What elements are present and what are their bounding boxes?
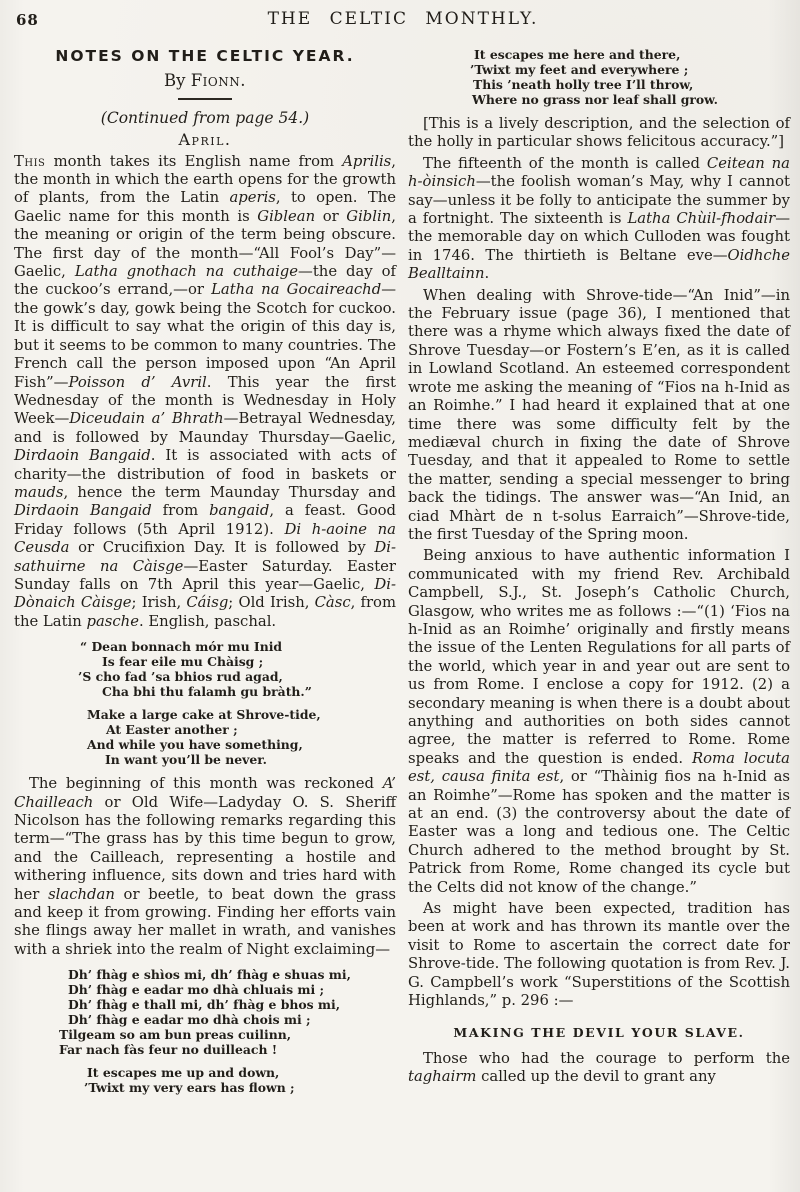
verse-line: It escapes me here and there, (474, 47, 681, 62)
paragraph: As might have been expected, tradition has been at work and has thrown its mantle over the visit to Rome to ascertain the correct date for Shrove-tide. The following quotation is from Rev. J. G. Campbell’s work “Superstitions of the Scottish Highlands,” p. 296 :— (408, 900, 790, 1010)
paragraph: Being anxious to have authentic information I communicated with my friend Rev. Archibald Campbell, S.J., St. Joseph’s Catholic Church, Glasgow, who writes me as follows :—“(1) ‘Fios na h-Inid as an Roimhe’ originally and firstly means the issue of the Lenten Regulations for all parts of the world, which year in and year out are sent to us from Rome. I enclose a copy for 1912. (2) a secondary meaning is when there is a doubt about anything and authorities on both sides cannot agree, the matter is referred to Rome. Rome speaks and the question is ended. Roma locuta est, causa finita est, or “Thàinig fios na h-Inid as an Roimhe”—Rome has spoken and the matter is at an end. (3) the controversy about the date of Easter was a long and tedious one. The Celtic Church adhered to the method brought by St. Patrick from Rome, Rome changed its cycle but the Celts did not know of the change.” (408, 547, 791, 896)
verse (408, 47, 790, 107)
paragraph: When dealing with Shrove-tide—“An Inid”—in the February issue (page 36), I mentioned that there was a rhyme which always fixed the date of Shrove Tuesday—or Fostern’s E’en, as it is called in Lowland Scotland. An esteemed correspondent wrote me asking the meaning of “Fios na h-Inid as an Roimhe.” I had heard it explained that at one time there was some difficulty felt by the mediæval church in fixing the date of Shrove Tuesday, and that it appealed to Rome to settle the matter, sending a special messenger to bring back the tidings. The answer was—“An Inid, an ciad Mhàrt de n t-solus Earraich”—Shrove-tide, the first Tuesday of the Spring moon. (408, 286, 790, 543)
paragraph: [This is a lively description, and the selection of the holly in particular shows felicitous accuracy.”] (408, 115, 790, 151)
paragraph: This month takes its English name from Aprilis, the month in which the earth opens for the growth of plants, from the Latin aperis, to open. The Gaelic name for this month is Giblean or Giblin, the meaning or origin of the term being obscure. The first day of the month—“All Fool’s Day”—Gaelic, Latha gnothach na cuthaige—the day of the cuckoo’s errand,—or Latha na Gocaireachd—the gowk’s day, gowk being the Scotch for cuckoo. It is difficult to say what the origin of this day is, but it seems to be common to many countries. The French call the person imposed upon “An April Fish”—Poisson d’ Avril. This year the first Wednesday of the month is Wednesday in Holy Week—Diceudain a’ Bhrath—Betrayal Wednesday, and is followed by Maunday Thursday—Gaelic, Dirdaoin Bangaid. It is associated with acts of charity—the distribution of food in baskets or mauds, hence the term Maunday Thursday and Dirdaoin Bangaid from bangaid, a feast. Good Friday follows (5th April 1912). Di h-aoine na Ceusda or Crucifixion Day. It is followed by Di-sathuirne na Càisge—Easter Saturday. Easter Sunday falls on 7th April this year—Gaelic, Di-Dònaich Càisge; Irish, Cáisg; Old Irish, Càsc, from the Latin pasche. English, paschal. (14, 152, 397, 630)
verse-line: ’Twixt my very ears has flown ; (84, 1080, 295, 1096)
article-title: NOTES ON THE CELTIC YEAR. (55, 47, 355, 65)
verse-line: Make a large cake at Shrove-tide, (87, 707, 321, 723)
verse-line: Where no grass nor leaf shall grow. (472, 92, 718, 107)
verse (14, 967, 396, 1057)
verse-line: And while you have something, (87, 737, 303, 753)
verse-line: Cha bhi thu falamh gu bràth.” (102, 684, 312, 700)
verse-line: It escapes me up and down, (87, 1065, 280, 1081)
journal-title: THE CELTIC MONTHLY. (267, 9, 539, 29)
left-column-body (14, 131, 396, 1095)
page-number: 68 (16, 11, 39, 29)
verse-line: In want you’ll be never. (105, 752, 267, 768)
verse-line: Tilgeam so am bun preas cuilinn, (59, 1027, 292, 1043)
right-column-body (408, 47, 790, 1087)
paragraph: The fifteenth of the month is called Ceitean na h-òinsich—the foolish woman’s May, why I cannot say—unless it be folly to anticipate the summer by a fortnight. The sixteenth is Latha Chùil-fhodair—the memorable day on which Culloden was fought in 1746. The thirtieth is Beltane eve—Oidhche Bealltainn. (408, 154, 790, 283)
continued-note: (Continued from page 54.) (100, 108, 310, 127)
head-rule (178, 98, 232, 100)
byline-by: By (164, 71, 191, 91)
paragraph: Those who had the courage to perform the taghairm called up the devil to grant any (408, 1049, 790, 1086)
verse-line: ’Twixt my feet and everywhere ; (470, 62, 689, 77)
verse-line: Dh’ fhàg e shìos mi, dh’ fhàg e shuas mi, (68, 967, 351, 983)
verse-line: Dh’ fhàg e thall mi, dh’ fhàg e bhos mi, (68, 997, 341, 1013)
verse (14, 639, 396, 699)
byline (14, 72, 396, 90)
paragraph: The beginning of this month was reckoned A’ Chailleach or Old Wife—Ladyday O. S. Sheriff Nicolson has the following remarks regarding this term—“The grass has by this time begun to grow, and the Cailleach, representing a hostile and withering influence, sits down and tries hard with her slachdan or beetle, to beat down the grass and keep it from growing. Finding her efforts vain she flings away her mallet in wrath, and vanishes with a shriek into the realm of Night exclaiming— (14, 775, 396, 958)
byline-author: Fionn. (190, 71, 246, 91)
verse (14, 1065, 396, 1095)
verse-line: Is fear eile mu Chàisg ; (102, 654, 264, 670)
right-column (408, 39, 790, 1103)
verse-line: At Easter another ; (106, 722, 238, 738)
left-column (14, 39, 396, 1103)
section-heading: April. (178, 130, 232, 150)
verse-line: Dh’ fhàg e eadar mo dhà chluais mi ; (68, 982, 325, 998)
article-head (14, 47, 396, 127)
verse-line: “ Dean bonnach mór mu Inid (80, 639, 283, 655)
verse-line: Dh’ fhàg e eadar mo dhà chois mi ; (68, 1012, 311, 1028)
two-column-layout (14, 39, 792, 1103)
verse (14, 707, 396, 767)
verse-line: Far nach fàs feur no duilleach ! (59, 1042, 278, 1058)
verse-line: ’S cho fad ’sa bhios rud agad, (78, 669, 283, 685)
verse-line: This ’neath holly tree I’ll throw, (473, 77, 694, 92)
page-header (14, 9, 792, 33)
section-heading: MAKING THE DEVIL YOUR SLAVE. (453, 1024, 745, 1040)
